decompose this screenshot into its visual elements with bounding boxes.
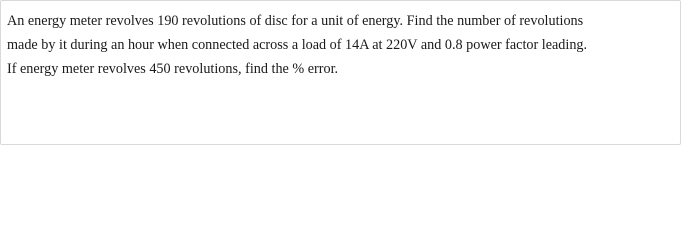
question-line-3: If energy meter revolves 450 revolutions, find the % error. — [7, 61, 339, 77]
question-line-1: An energy meter revolves 190 revolutions of disc for a unit of energy. Find the number of revolutions — [7, 13, 584, 29]
question-text — [7, 9, 677, 81]
question-line-2: made by it during an hour when connected across a load of 14A at 220V and 0.8 power factor leading. — [7, 37, 588, 53]
